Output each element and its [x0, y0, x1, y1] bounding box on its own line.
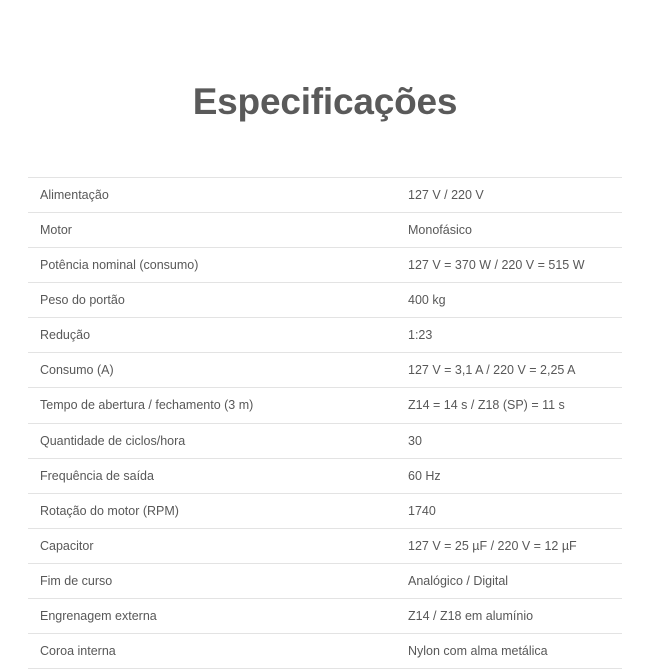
table-row [28, 493, 622, 528]
specifications-table [28, 177, 622, 669]
spec-label: Quantidade de ciclos/hora [40, 433, 186, 448]
spec-value: 1740 [408, 503, 436, 518]
spec-label: Motor [40, 222, 72, 237]
spec-value: 127 V / 220 V [408, 187, 484, 202]
spec-label: Fim de curso [40, 574, 113, 589]
table-row [28, 318, 622, 353]
table-row [28, 423, 622, 458]
spec-label: Consumo (A) [40, 363, 114, 378]
spec-value: 1:23 [408, 328, 433, 343]
spec-label: Coroa interna [40, 644, 116, 659]
table-row [28, 528, 622, 563]
table-row [28, 353, 622, 388]
spec-value: 127 V = 25 µF / 220 V = 12 µF [408, 538, 577, 553]
table-row [28, 212, 622, 247]
table-row [28, 283, 622, 318]
spec-label: Engrenagem externa [40, 609, 157, 624]
spec-label: Potência nominal (consumo) [40, 257, 199, 272]
spec-value: 127 V = 3,1 A / 220 V = 2,25 A [408, 363, 576, 378]
spec-label: Redução [40, 328, 91, 343]
spec-label: Tempo de abertura / fechamento (3 m) [40, 398, 254, 413]
spec-value: 60 Hz [408, 468, 441, 483]
spec-value: 127 V = 370 W / 220 V = 515 W [408, 257, 585, 272]
spec-label: Alimentação [40, 187, 109, 202]
table-row [28, 177, 622, 212]
spec-label: Rotação do motor (RPM) [40, 503, 179, 518]
table-row [28, 458, 622, 493]
table-row [28, 247, 622, 282]
table-row [28, 564, 622, 599]
spec-label: Peso do portão [40, 293, 125, 308]
spec-label: Frequência de saída [40, 468, 154, 483]
page-title: Especificações [192, 81, 458, 122]
spec-value: 400 kg [408, 293, 446, 308]
spec-value: Z14 = 14 s / Z18 (SP) = 11 s [408, 398, 565, 413]
spec-value: Z14 / Z18 em alumínio [408, 609, 534, 624]
table-row [28, 388, 622, 423]
spec-value: 30 [408, 433, 422, 448]
spec-value: Analógico / Digital [408, 574, 509, 589]
table-row [28, 634, 622, 669]
spec-value: Monofásico [408, 222, 472, 237]
spec-label: Capacitor [40, 538, 94, 553]
spec-value: Nylon com alma metálica [408, 644, 548, 659]
table-row [28, 599, 622, 634]
